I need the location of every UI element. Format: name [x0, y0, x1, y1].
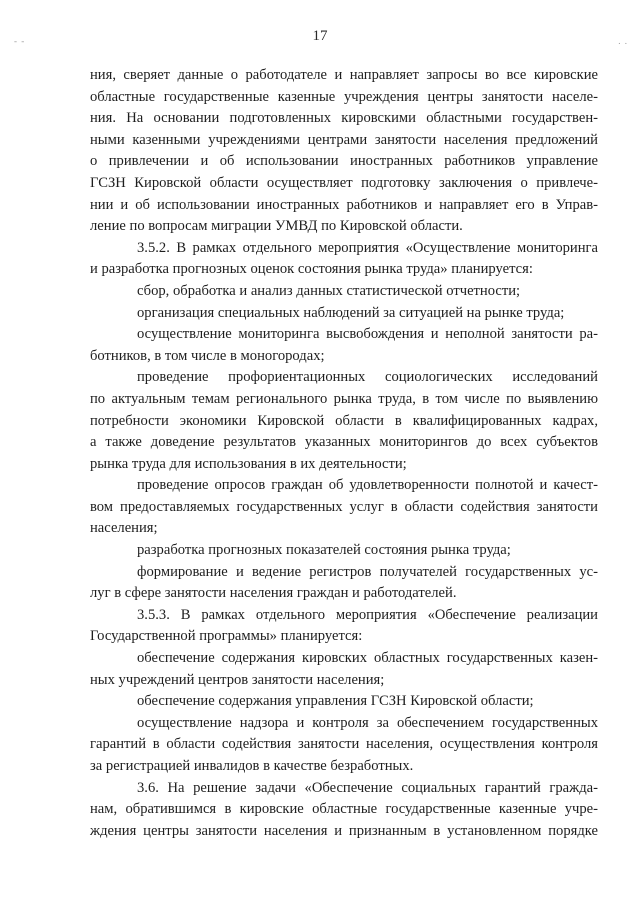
text-line: луг в сфере занятости населения граждан и работодателей. — [90, 585, 457, 602]
text-line: осуществление надзора и контроля за обеспечением государственных — [137, 714, 598, 731]
text-line: осуществление мониторинга высвобождения и неполной занятости ра- — [137, 326, 598, 343]
document-body — [90, 65, 598, 842]
text-line: потребности экономики Кировской области в квалифицированных кадрах, — [90, 412, 598, 429]
text-line: населения; — [90, 520, 158, 537]
text-line: ными казенными учреждениями центрами занятости населения предложений — [90, 131, 598, 148]
scan-corner-mark-left: - - — [14, 36, 26, 46]
text-line: гарантий в области содействия занятости населения, осуществления контроля — [90, 736, 598, 753]
text-line: ных учреждений центров занятости населения; — [90, 671, 385, 688]
text-line: нам, обратившимся в кировские областные государственные казенные учре- — [90, 801, 598, 818]
text-line: 3.5.2. В рамках отдельного мероприятия «Осуществление мониторинга — [137, 239, 598, 256]
text-line: ботников, в том числе в моногородах; — [90, 347, 325, 364]
text-line: обеспечение содержания управления ГСЗН Кировской области; — [137, 693, 534, 710]
text-line: ление по вопросам миграции УМВД по Кировской области. — [90, 218, 463, 235]
text-line: вом предоставляемых государственных услуг в области содействия занятости — [90, 498, 598, 515]
text-line: ждения центры занятости населения и признанным в установленном порядке — [90, 822, 598, 839]
scan-corner-mark-right: . . — [618, 36, 628, 46]
text-line: разработка прогнозных показателей состояния рынка труда; — [137, 542, 511, 559]
text-line: рынка труда для использования в их деятельности; — [90, 455, 407, 472]
text-line: за регистрацией инвалидов в качестве безработных. — [90, 758, 414, 774]
text-line: проведение опросов граждан об удовлетворенности полнотой и качест- — [137, 477, 598, 494]
text-line: 3.5.3. В рамках отдельного мероприятия «Обеспечение реализации — [137, 606, 598, 623]
text-line: обеспечение содержания кировских областных государственных казен- — [137, 650, 598, 667]
text-line: проведение профориентационных социологических исследований — [137, 369, 598, 386]
text-line: ния, сверяет данные о работодателе и направляет запросы во все кировские — [90, 67, 598, 83]
text-line: 3.6. На решение задачи «Обеспечение социальных гарантий гражда- — [137, 779, 598, 796]
text-line: о привлечении и об использовании иностранных работников управление — [90, 153, 598, 170]
text-line: Государственной программы» планируется: — [90, 628, 363, 645]
text-line: сбор, обработка и анализ данных статистической отчетности; — [137, 282, 521, 299]
text-line: ГСЗН Кировской области осуществляет подготовку заключения о привлече- — [90, 174, 598, 191]
text-line: ния. На основании подготовленных кировскими областными государствен- — [90, 110, 598, 127]
page-number: 17 — [312, 28, 328, 44]
text-line: и разработка прогнозных оценок состояния рынка труда» планируется: — [90, 261, 533, 278]
text-line: организация специальных наблюдений за ситуацией на рынке труда; — [137, 304, 565, 321]
text-line: а также доведение результатов указанных мониторингов до всех субъектов — [90, 434, 598, 451]
text-line: областные государственные казенные учреждения центры занятости населе- — [90, 88, 598, 105]
text-line: нии и об использовании иностранных работников и направляет его в Управ- — [90, 196, 598, 213]
text-line: формирование и ведение регистров получателей государственных ус- — [137, 563, 598, 580]
text-line: по актуальным темам регионального рынка труда, в том числе по выявлению — [90, 390, 598, 407]
